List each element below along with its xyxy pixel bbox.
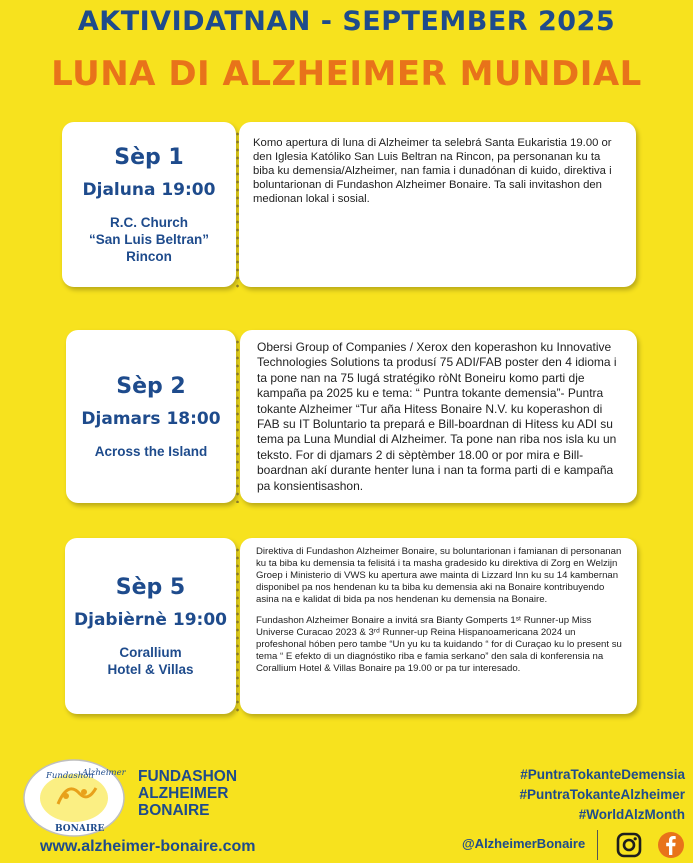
event-3-description-card: [240, 538, 637, 714]
event-1-place: [89, 214, 209, 265]
organization-name-line: BONAIRE: [138, 802, 210, 819]
social-handle[interactable]: @AlzheimerBonaire: [462, 836, 586, 851]
event-2-place-line: Across the Island: [94, 443, 208, 459]
event-1-place-line: Rincon: [126, 248, 172, 264]
facebook-icon[interactable]: [657, 831, 685, 859]
event-2-description-card: [240, 330, 637, 503]
event-3-description-1: Direktiva di Fundashon Alzheimer Bonaire, su boluntarionan i famianan di personanan ku ta biba ku demensia ta felisitá i ta masha gradesido ku direktiva di Zorg en Welzijn Groep i Ministerio di VWS ku apertura awe mainta di Lizzard Inn ku su 14 kambernan disponibel pa nos hendenan ku ta biba ku demensia aki na Bonaire kontribuyendo asina na e kalidat di bida pa nos hendenan ku demensia na Bonaire.: [256, 546, 622, 605]
event-2-description: Obersi Group of Companies / Xerox den koperashon ku Innovative Technologies Solutions ta produsí 75 ADI/FAB poster den 4 idioma i ta pone nan na 75 lugá stratégiko ròNt Boneiru komo parti dje kampaña pa 2025 ku e tema: “ Puntra tokante demensia”- Puntra tokante Alzheimer “Tur aña Hitess Bonaire N.V. ku koperashon di FAB su IT Boluntario ta prepará e Bill-boardnan di Hitess ku ADI su tema pa Luna Mundial di Alzheimer. Ta pone nan riba nos isla ku un teksto. For di djamars 2 di sèptèmber 18.00 or por mira e Bill-boardnan akí durante henter luna i nan ta forma parti di e kampaña pa konsientisashon.: [257, 340, 617, 493]
logo-text-fundashon: Fundashon: [46, 771, 94, 781]
logo-text-alzheimer: Alzheimer: [82, 768, 126, 778]
website-link[interactable]: www.alzheimer-bonaire.com: [40, 838, 256, 855]
hashtag-list: [519, 765, 685, 825]
event-3-place-line: Hotel & Villas: [107, 661, 194, 677]
event-1-description-card: [239, 122, 636, 287]
event-1-place-line: R.C. Church: [109, 214, 188, 230]
event-3-description-2: Fundashon Alzheimer Bonaire a invitá sra Bianty Gomperts 1ˢᵗ Runner-up Miss Universe Curacao 2023 & 3ʳᵈ Runner-up Reina Hispanoamericana 2024 un profeshonal hóben pero tambe “Un yu ku ta kuidando “ for di Curaçao ku lo present su tema “ E efekto di un diagnóstiko riba e famia serkano” den sala di konferensia na Corallium Hotel & Villas Bonaire pa 19.00 or pa tur interesado.: [256, 615, 622, 674]
event-2-date-card: [66, 330, 236, 503]
event-3-place-line: Corallium: [119, 644, 182, 660]
event-3-dotted-divider: [236, 546, 239, 714]
organization-name: [138, 768, 237, 819]
event-2-time: Djamars 18:00: [81, 408, 221, 429]
event-2-dotted-divider: [236, 338, 239, 503]
event-1-time: Djaluna 19:00: [82, 179, 216, 200]
social-divider: [597, 830, 598, 860]
event-2-place: [95, 443, 208, 460]
event-1-date-card: [62, 122, 236, 287]
logo-text-bonaire: BONAIRE: [55, 824, 105, 834]
instagram-icon[interactable]: [616, 832, 642, 858]
organization-name-line: FUNDASHON: [138, 768, 238, 785]
event-3-place: [107, 644, 193, 678]
event-1-description: Komo apertura di luna di Alzheimer ta selebrá Santa Eukaristia 19.00 or den Iglesia Katóliko San Luis Beltran na Rincon, pa personanan ku ta biba ku demensia/Alzheimer, nan famia i dunadónan di kuido, direktiva i boluntarionan di Fundashon Alzheimer Bonaire. Ta sali invitashon den medionan lokal i sosial.: [253, 137, 612, 205]
event-3-date-card: [65, 538, 236, 714]
fundashon-logo: [22, 758, 126, 838]
event-3-time: Djabièrnè 19:00: [74, 609, 227, 630]
event-1-date: Sèp 1: [114, 144, 184, 170]
page-subtitle: LUNA DI ALZHEIMER MUNDIAL: [51, 54, 642, 94]
event-2-date: Sèp 2: [116, 373, 186, 399]
organization-name-line: ALZHEIMER: [138, 785, 229, 802]
event-1-place-line: “San Luis Beltran”: [88, 231, 210, 247]
event-3-date: Sèp 5: [115, 574, 186, 600]
hashtag: #PuntraTokanteDemensia: [520, 767, 685, 782]
page-title: AKTIVIDATNAN - SEPTEMBER 2025: [77, 6, 616, 37]
hashtag: #PuntraTokanteAlzheimer: [519, 787, 685, 802]
hashtag: #WorldAlzMonth: [578, 807, 685, 822]
